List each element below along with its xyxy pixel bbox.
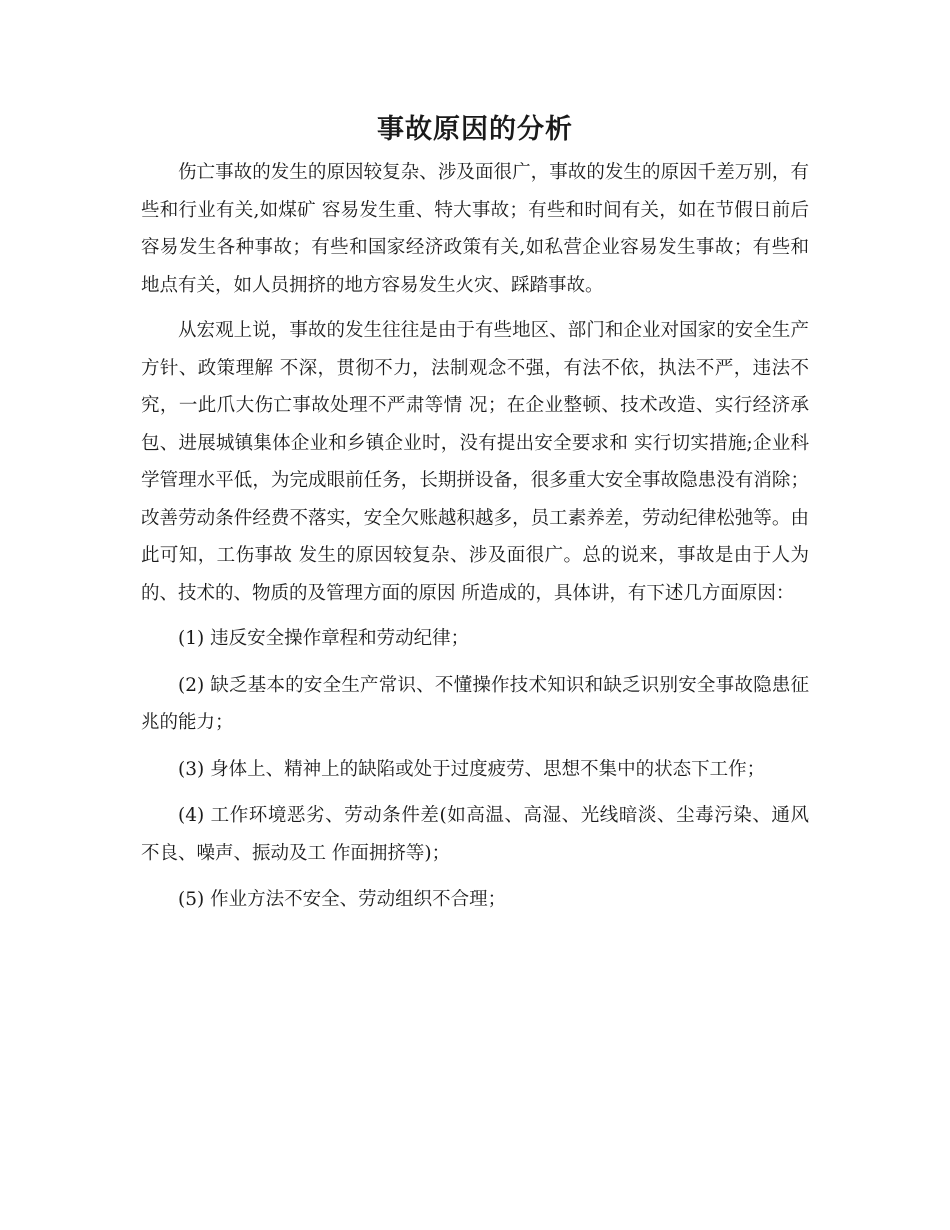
list-item-4: (4) 工作环境恶劣、劳动条件差(如高温、高湿、光线暗淡、尘毒污染、通风不良、噪声、振动及工 作面拥挤等)；	[141, 805, 809, 864]
list-item-2: (2) 缺乏基本的安全生产常识、不懂操作技术知识和缺乏识别安全事故隐患征兆的能力；	[141, 674, 809, 733]
list-item-1: (1) 违反安全操作章程和劳动纪律；	[178, 628, 470, 649]
document-title: 事故原因的分析	[377, 114, 573, 145]
document-page	[141, 100, 809, 928]
list-item-3: (3) 身体上、精神上的缺陷或处于过度疲劳、思想不集中的状态下工作；	[178, 758, 766, 780]
paragraph-intro: 伤亡事故的发生的原因较复杂、涉及面很广，事故的发生的原因千差万别，有些和行业有关,如煤矿 容易发生重、特大事故；有些和时间有关，如在节假日前后容易发生各种事故；有些和国家经济政策有关,如私营企业容易发生事故；有些和地点有关，如人员拥挤的地方容易发生火灾、踩踏事故。	[141, 162, 809, 296]
list-item-5: (5) 作业方法不安全、劳动组织不合理；	[178, 889, 507, 910]
paragraph-macro-causes: 从宏观上说，事故的发生往往是由于有些地区、部门和企业对国家的安全生产方针、政策理解 不深，贯彻不力，法制观念不强，有法不依，执法不严，违法不究，一此爪大伤亡事故处理不严肃等情 况；在企业整顿、技术改造、实行经济承包、进展城镇集体企业和乡镇企业时，没有提出安全要求和 实行切实措施;企业科学管理水平低，为完成眼前任务，长期拼设备，很多重大安全事故隐患没有消除； 改善劳动条件经费不落实，安全欠账越积越多，员工素养差，劳动纪律松弛等。由此可知，工伤事故 发生的原因较复杂、涉及面很广。总的说来，事故是由于人为的、技术的、物质的及管理方面的原因 所造成的，具体讲，有下述几方面原因：	[141, 320, 809, 604]
